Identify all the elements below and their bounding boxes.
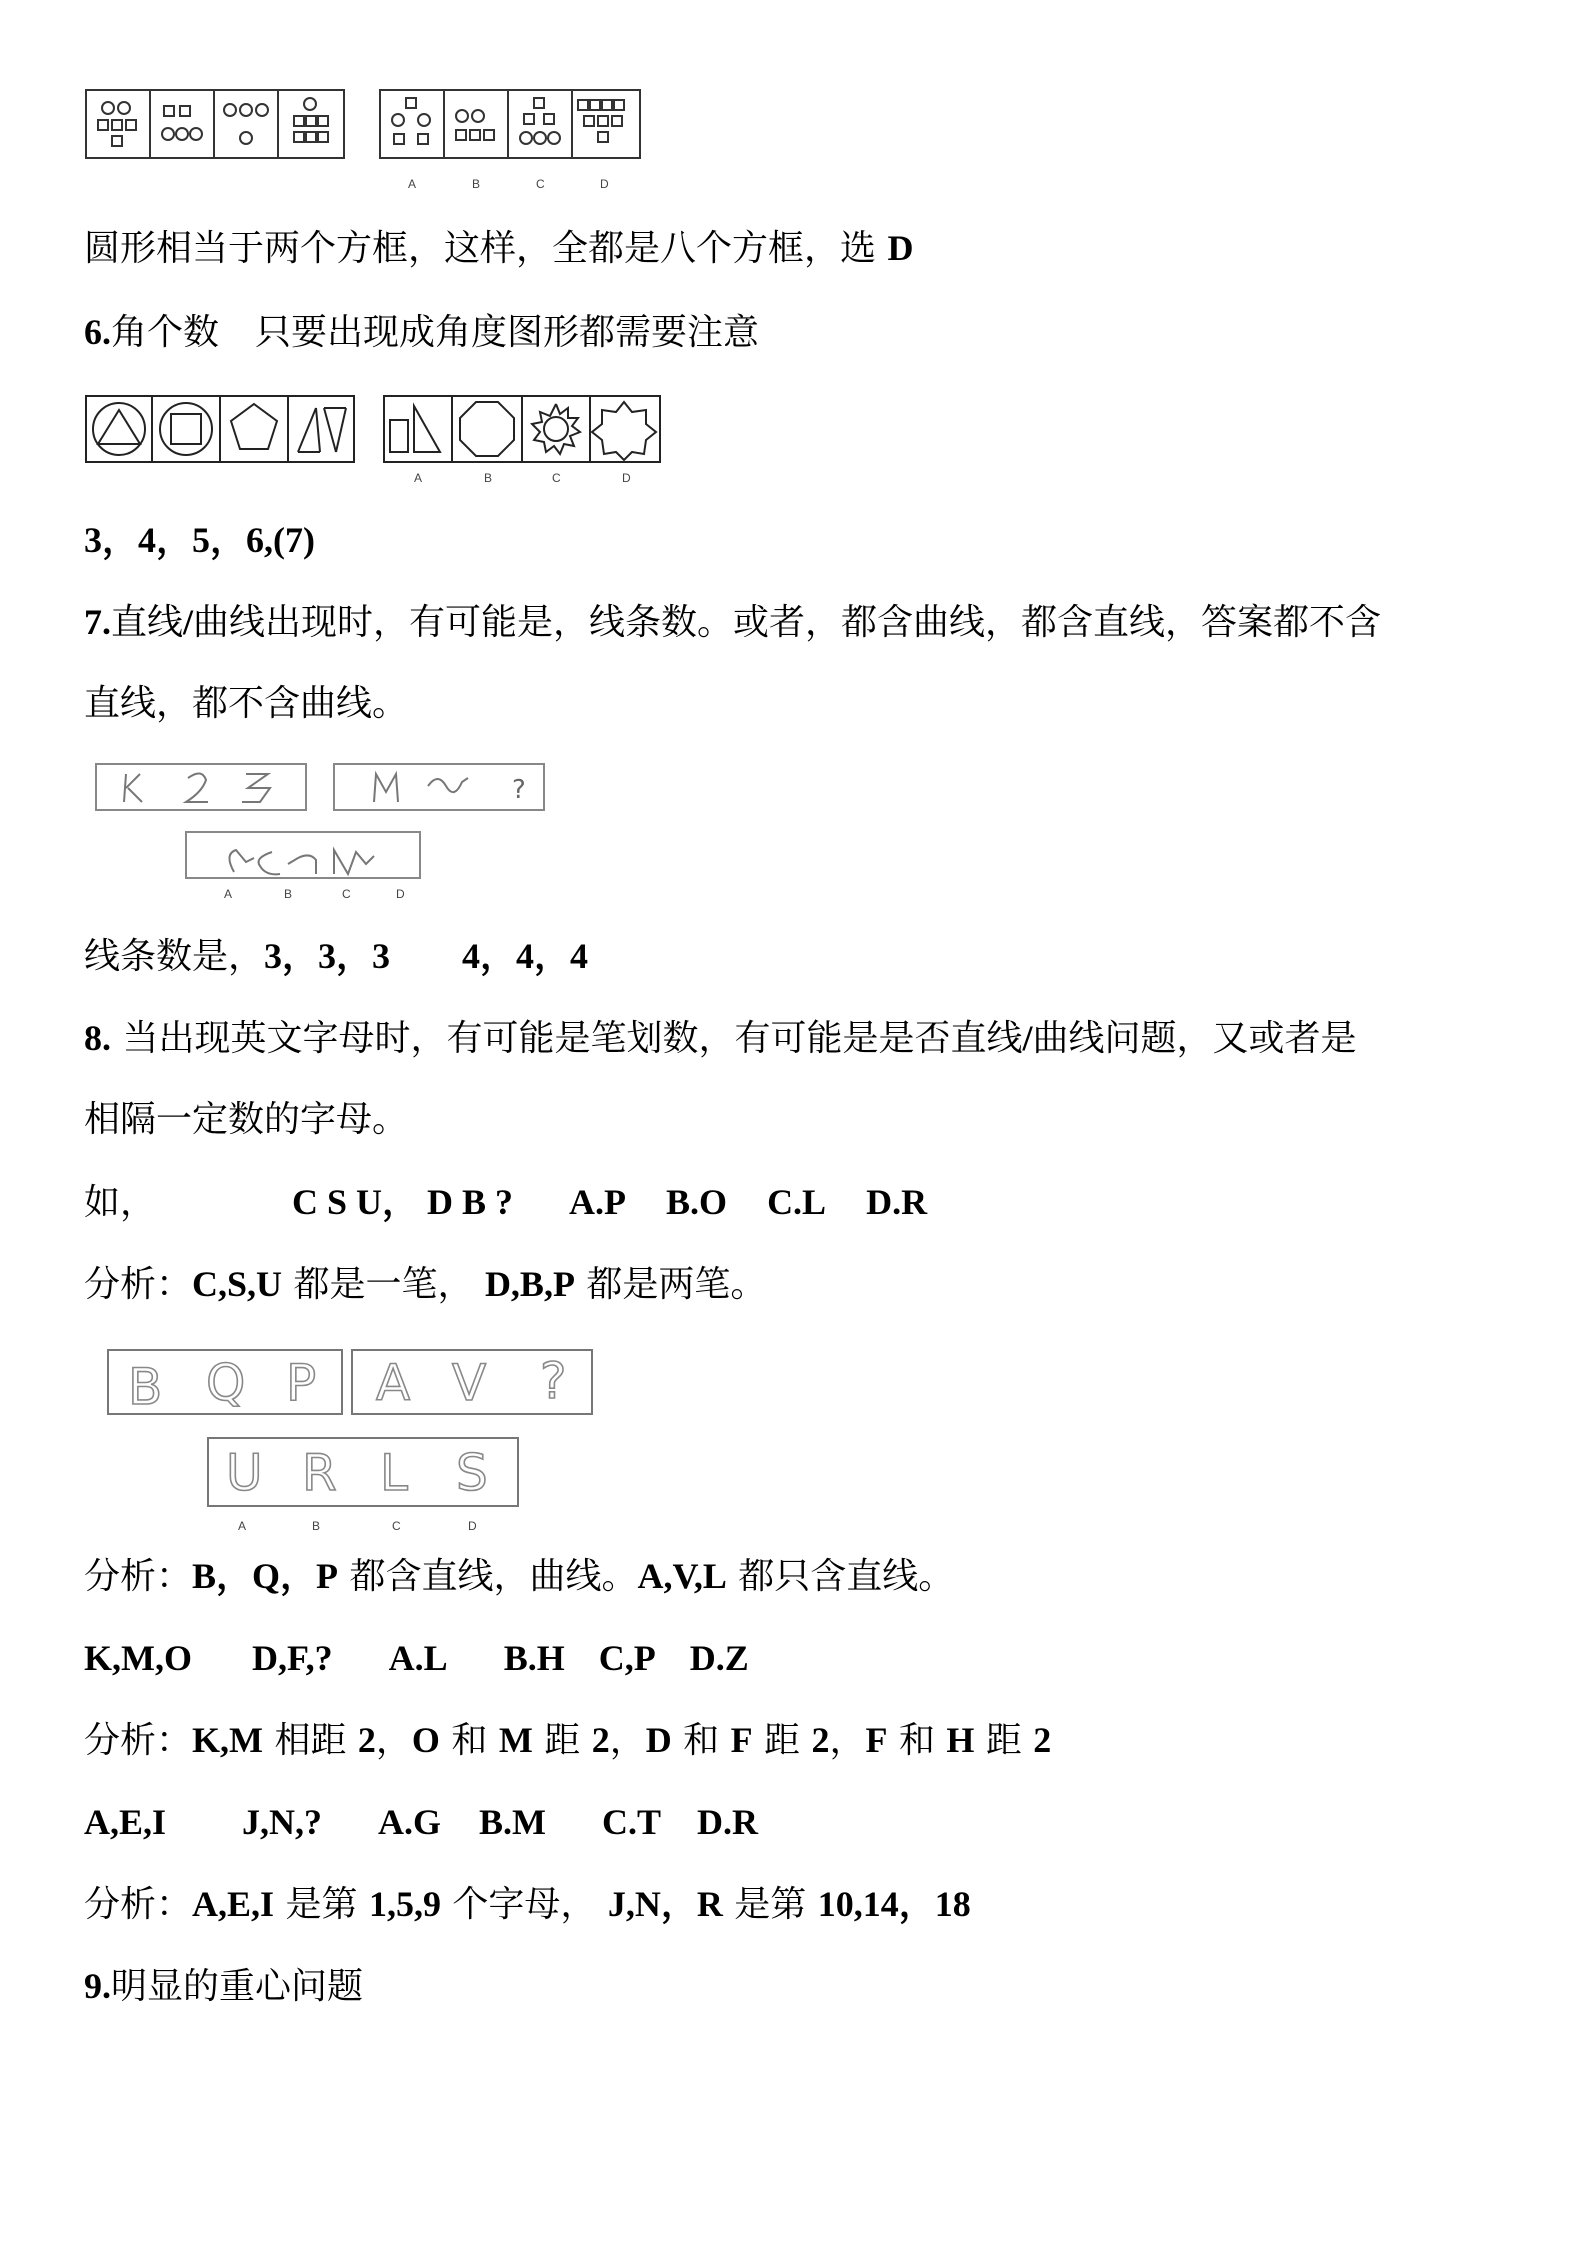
text-span: ，: [829, 1720, 866, 1761]
text-span: 圆形相当于两个方框，这样，全都是八个方框，选: [84, 228, 888, 269]
bold-span: 2: [1033, 1720, 1052, 1760]
text-span: 如，: [84, 1182, 157, 1223]
example-line: [84, 1636, 749, 1680]
option-c: C,P: [598, 1638, 656, 1678]
bold-span: A,E,I: [192, 1884, 275, 1924]
section-heading: [84, 310, 759, 355]
bold-span: 2: [811, 1720, 830, 1760]
option-label-c: C: [552, 471, 561, 485]
bold-span: H: [946, 1720, 975, 1760]
analysis-line: [84, 1718, 1051, 1763]
text-line: [84, 682, 408, 726]
text-span: 相隔一定数的字母。: [84, 1099, 409, 1140]
text-span: 距: [532, 1720, 592, 1761]
option-a: A.G: [378, 1802, 442, 1842]
text-span: 曲线出现时，有可能是，线条数。或者，都含曲线，都含直线，答案都不含: [193, 602, 1382, 643]
option-label-c: C: [536, 177, 545, 191]
bold-span: M: [498, 1720, 533, 1760]
section-heading: [84, 1016, 1356, 1061]
option-label-b: B: [472, 177, 481, 191]
letter: A: [376, 1354, 411, 1412]
option-label-b: B: [284, 887, 293, 901]
text-line: [84, 1098, 408, 1142]
analysis-line: [84, 1554, 954, 1599]
example-line: [84, 1180, 927, 1225]
option-d: D.R: [697, 1802, 759, 1842]
text-span: 分析：: [84, 1884, 193, 1925]
text-span: 明显的重心问题: [111, 1966, 364, 2007]
text-span: 直线: [111, 602, 184, 643]
bold-span: 2: [591, 1720, 610, 1760]
bold-span: D: [887, 228, 914, 268]
text-span: 和: [887, 1720, 947, 1761]
analysis-line: [84, 1882, 971, 1927]
text-span: 是第: [274, 1884, 369, 1925]
bold-span: D: [645, 1720, 672, 1760]
option-b: B.H: [503, 1638, 565, 1678]
analysis-line: [84, 1262, 766, 1307]
text-line: [84, 226, 913, 271]
letter: R: [302, 1444, 337, 1502]
section-number: 8.: [84, 1018, 111, 1058]
text-span: 线条数是，: [84, 936, 265, 977]
option-label-d: D: [600, 177, 609, 191]
bold-span: 10,14，18: [817, 1884, 971, 1924]
text-span: ，: [609, 1720, 646, 1761]
letter: B: [128, 1358, 163, 1416]
option-label-a: A: [414, 471, 423, 485]
option-label-c: C: [342, 887, 351, 901]
text-span: 都是两笔。: [574, 1264, 767, 1305]
text-span: 都只含直线。: [726, 1556, 955, 1597]
letter: P: [286, 1354, 317, 1412]
question-mark: ?: [512, 775, 526, 805]
bold-span: 2: [357, 1720, 376, 1760]
text-span: 个字母，: [440, 1884, 608, 1925]
slash: /: [183, 602, 194, 642]
option-label-d: D: [622, 471, 631, 485]
bold-span: K,M: [192, 1720, 263, 1760]
letter: V: [452, 1354, 487, 1412]
bold-span: C,S,U: [192, 1264, 283, 1304]
text-span: 距: [974, 1720, 1034, 1761]
option-c: C.T: [602, 1802, 662, 1842]
letter: Q: [206, 1354, 246, 1412]
section-heading: [84, 600, 1381, 645]
figure-angle-shapes: [84, 394, 664, 486]
section-heading: [84, 1964, 363, 2009]
letter: ?: [540, 1352, 567, 1410]
letter: U: [226, 1444, 263, 1502]
bold-span: F: [730, 1720, 753, 1760]
option-label-a: A: [408, 177, 417, 191]
text-span: 都含直线，曲线。: [338, 1556, 638, 1597]
text-span: ，: [375, 1720, 412, 1761]
option-label-a: A: [238, 1519, 247, 1533]
figure-letter-boxes: [102, 1340, 602, 1540]
slash: /: [1022, 1018, 1033, 1058]
text-span: 角个数 只要出现成角度图形都需要注意: [111, 312, 760, 353]
text-span: 直线，都不含曲线。: [84, 683, 409, 724]
text-span: 曲线问题，又或者是: [1032, 1018, 1357, 1059]
letter: S: [456, 1444, 488, 1502]
option-a: A.L: [388, 1638, 448, 1678]
question-text: J,N,?: [242, 1802, 323, 1842]
section-number: 9.: [84, 1966, 111, 2006]
option-d: D.R: [866, 1182, 928, 1222]
bold-span: A,V,L: [637, 1556, 727, 1596]
text-span: 当出现英文字母时，有可能是笔划数，有可能是是否直线: [111, 1018, 1023, 1059]
bold-span: 1,5,9: [368, 1884, 441, 1924]
question-text: C S U， D B ?: [292, 1182, 514, 1222]
question-text: K,M,O: [84, 1638, 192, 1678]
text-span: 都是一笔，: [282, 1264, 485, 1305]
option-label-c: C: [392, 1519, 401, 1533]
text-line: [84, 518, 315, 562]
option-label-b: B: [484, 471, 493, 485]
letter: L: [380, 1444, 408, 1502]
bold-span: F: [865, 1720, 888, 1760]
figure-circles-squares: [84, 88, 644, 200]
text-line: [84, 934, 588, 979]
text-span: 和: [439, 1720, 499, 1761]
option-a: A.P: [569, 1182, 627, 1222]
bold-span: D,B,P: [484, 1264, 575, 1304]
option-label-a: A: [224, 887, 233, 901]
text-span: 3，4，5，6,(7): [84, 520, 315, 560]
bold-span: J,N，R: [607, 1884, 723, 1924]
bold-span: 3，3，3 4，4，4: [264, 936, 589, 976]
option-c: C.L: [767, 1182, 827, 1222]
text-span: 分析：: [84, 1720, 193, 1761]
option-d: D.Z: [689, 1638, 749, 1678]
option-b: B.M: [479, 1802, 547, 1842]
question-text: D,F,?: [251, 1638, 333, 1678]
figure-handwritten-strokes: [84, 758, 584, 908]
text-span: 相距: [263, 1720, 358, 1761]
option-label-d: D: [468, 1519, 477, 1533]
example-line: [84, 1800, 758, 1844]
text-span: 分析：: [84, 1264, 193, 1305]
section-number: 7.: [84, 602, 111, 642]
option-b: B.O: [666, 1182, 728, 1222]
text-span: 和: [671, 1720, 731, 1761]
text-span: 分析：: [84, 1556, 193, 1597]
bold-span: O: [411, 1720, 440, 1760]
section-number: 6.: [84, 312, 111, 352]
bold-span: B，Q，P: [192, 1556, 339, 1596]
text-span: 是第: [722, 1884, 818, 1925]
question-text: A,E,I: [84, 1802, 167, 1842]
option-label-d: D: [396, 887, 405, 901]
text-span: 距: [752, 1720, 812, 1761]
option-label-b: B: [312, 1519, 321, 1533]
